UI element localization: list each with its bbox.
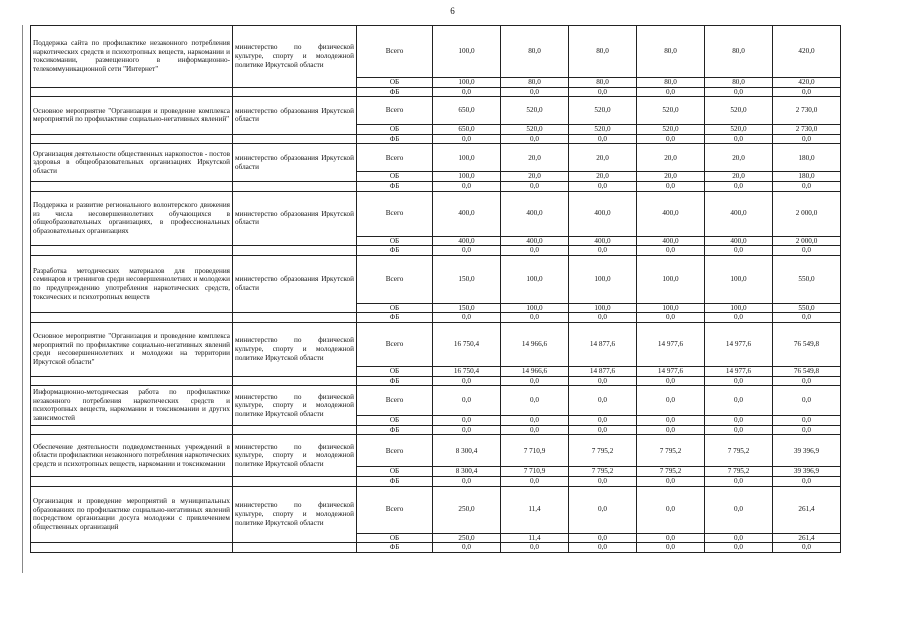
- year-value-cell: 0,0: [705, 486, 773, 533]
- funding-source-cell: Всего: [357, 144, 433, 172]
- total-value-cell: 0,0: [773, 87, 841, 97]
- total-value-cell: 0,0: [773, 543, 841, 553]
- activity-name-cell-continued: [31, 376, 233, 386]
- funding-source-cell: ФБ: [357, 543, 433, 553]
- activity-name-cell-continued: [31, 181, 233, 191]
- total-value-cell: 0,0: [773, 376, 841, 386]
- funding-source-cell: ФБ: [357, 425, 433, 435]
- page-number: 6: [450, 6, 455, 16]
- year-value-cell: 14 877,6: [569, 366, 637, 376]
- table-row: [31, 255, 841, 303]
- year-value-cell: 150,0: [433, 255, 501, 303]
- year-value-cell: 0,0: [501, 543, 569, 553]
- year-value-cell: 20,0: [569, 172, 637, 182]
- year-value-cell: 520,0: [705, 125, 773, 135]
- executor-cell: министерство по физической культуре, спорту и молодежной политике Иркутской области: [233, 26, 357, 88]
- activity-name-cell-continued: [31, 313, 233, 323]
- year-value-cell: 0,0: [433, 543, 501, 553]
- year-value-cell: 80,0: [569, 26, 637, 78]
- year-value-cell: 14 966,6: [501, 322, 569, 366]
- executor-cell-continued: [233, 425, 357, 435]
- total-value-cell: 0,0: [773, 416, 841, 426]
- year-value-cell: 520,0: [569, 125, 637, 135]
- table-row: [31, 26, 841, 78]
- year-value-cell: 100,0: [637, 255, 705, 303]
- year-value-cell: 20,0: [501, 144, 569, 172]
- year-value-cell: 0,0: [433, 181, 501, 191]
- year-value-cell: 16 750,4: [433, 322, 501, 366]
- year-value-cell: 0,0: [569, 246, 637, 256]
- year-value-cell: 0,0: [705, 543, 773, 553]
- year-value-cell: 7 710,9: [501, 435, 569, 467]
- table-row: [31, 435, 841, 467]
- year-value-cell: 0,0: [705, 181, 773, 191]
- total-value-cell: 2 730,0: [773, 125, 841, 135]
- year-value-cell: 0,0: [569, 376, 637, 386]
- year-value-cell: 150,0: [433, 303, 501, 313]
- year-value-cell: 0,0: [637, 416, 705, 426]
- total-value-cell: 420,0: [773, 78, 841, 88]
- activity-name-cell-continued: [31, 87, 233, 97]
- total-value-cell: 0,0: [773, 181, 841, 191]
- activity-name-cell-continued: [31, 476, 233, 486]
- funding-source-cell: ФБ: [357, 313, 433, 323]
- total-value-cell: 180,0: [773, 172, 841, 182]
- year-value-cell: 0,0: [637, 181, 705, 191]
- left-margin-rule: [22, 25, 23, 573]
- table-row: [31, 386, 841, 416]
- year-value-cell: 0,0: [501, 87, 569, 97]
- year-value-cell: 0,0: [637, 246, 705, 256]
- year-value-cell: 520,0: [637, 125, 705, 135]
- year-value-cell: 520,0: [569, 97, 637, 125]
- executor-cell: министерство образования Иркутской области: [233, 255, 357, 313]
- year-value-cell: 14 977,6: [637, 322, 705, 366]
- year-value-cell: 400,0: [433, 191, 501, 236]
- activity-name-cell-continued: [31, 543, 233, 553]
- total-value-cell: 0,0: [773, 313, 841, 323]
- year-value-cell: 14 977,6: [637, 366, 705, 376]
- year-value-cell: 0,0: [637, 486, 705, 533]
- year-value-cell: 100,0: [433, 172, 501, 182]
- total-value-cell: 2 730,0: [773, 97, 841, 125]
- year-value-cell: 8 300,4: [433, 435, 501, 467]
- year-value-cell: 0,0: [569, 134, 637, 144]
- total-value-cell: 2 000,0: [773, 191, 841, 236]
- table-row: [31, 246, 841, 256]
- executor-cell: министерство образования Иркутской области: [233, 144, 357, 182]
- year-value-cell: 20,0: [705, 144, 773, 172]
- funding-source-cell: Всего: [357, 191, 433, 236]
- year-value-cell: 400,0: [705, 236, 773, 246]
- total-value-cell: 0,0: [773, 476, 841, 486]
- year-value-cell: 7 795,2: [705, 467, 773, 477]
- year-value-cell: 0,0: [501, 425, 569, 435]
- year-value-cell: 400,0: [637, 236, 705, 246]
- total-value-cell: 76 549,8: [773, 366, 841, 376]
- year-value-cell: 7 795,2: [569, 435, 637, 467]
- year-value-cell: 400,0: [501, 236, 569, 246]
- year-value-cell: 0,0: [705, 134, 773, 144]
- activity-name-cell: Организация деятельности общественных наркопостов - постов здоровья в общеобразовательных организациях Иркутской области: [31, 144, 233, 182]
- table-row: [31, 181, 841, 191]
- executor-cell-continued: [233, 376, 357, 386]
- year-value-cell: 0,0: [433, 416, 501, 426]
- year-value-cell: 0,0: [637, 543, 705, 553]
- executor-cell-continued: [233, 134, 357, 144]
- total-value-cell: 261,4: [773, 486, 841, 533]
- year-value-cell: 520,0: [501, 97, 569, 125]
- activity-name-cell: Информационно-методическая работа по профилактике незаконного потребления наркотических средств и психотропных веществ, наркомании и токсикомании и других зависимостей: [31, 386, 233, 426]
- year-value-cell: 8 300,4: [433, 467, 501, 477]
- executor-cell-continued: [233, 87, 357, 97]
- year-value-cell: 0,0: [501, 386, 569, 416]
- year-value-cell: 0,0: [501, 416, 569, 426]
- year-value-cell: 80,0: [569, 78, 637, 88]
- executor-cell-continued: [233, 246, 357, 256]
- year-value-cell: 7 710,9: [501, 467, 569, 477]
- year-value-cell: 0,0: [433, 134, 501, 144]
- year-value-cell: 400,0: [637, 191, 705, 236]
- activity-name-cell-continued: [31, 246, 233, 256]
- executor-cell: министерство по физической культуре, спорту и молодежной политике Иркутской области: [233, 322, 357, 376]
- funding-source-cell: ОБ: [357, 172, 433, 182]
- year-value-cell: 520,0: [637, 97, 705, 125]
- year-value-cell: 0,0: [705, 246, 773, 256]
- funding-source-cell: Всего: [357, 386, 433, 416]
- executor-cell: министерство образования Иркутской области: [233, 191, 357, 246]
- year-value-cell: 0,0: [569, 416, 637, 426]
- year-value-cell: 20,0: [501, 172, 569, 182]
- year-value-cell: 100,0: [433, 78, 501, 88]
- year-value-cell: 0,0: [501, 476, 569, 486]
- funding-source-cell: ОБ: [357, 467, 433, 477]
- executor-cell-continued: [233, 181, 357, 191]
- year-value-cell: 100,0: [569, 255, 637, 303]
- year-value-cell: 0,0: [705, 386, 773, 416]
- funding-source-cell: Всего: [357, 486, 433, 533]
- activity-name-cell: Поддержка и развитие регионального волонтерского движения из числа несовершеннолетних обучающихся в общеобразовательных организациях, в профессиональных образовательных организациях: [31, 191, 233, 246]
- year-value-cell: 0,0: [433, 246, 501, 256]
- year-value-cell: 400,0: [569, 191, 637, 236]
- year-value-cell: 0,0: [433, 313, 501, 323]
- year-value-cell: 400,0: [433, 236, 501, 246]
- year-value-cell: 0,0: [705, 416, 773, 426]
- year-value-cell: 0,0: [569, 87, 637, 97]
- executor-cell: министерство по физической культуре, спорту и молодежной политике Иркутской области: [233, 486, 357, 543]
- table-row: [31, 313, 841, 323]
- year-value-cell: 0,0: [569, 543, 637, 553]
- year-value-cell: 0,0: [637, 313, 705, 323]
- year-value-cell: 0,0: [637, 386, 705, 416]
- year-value-cell: 0,0: [433, 425, 501, 435]
- total-value-cell: 0,0: [773, 386, 841, 416]
- activity-name-cell: Поддержка сайта по профилактике незаконного потребления наркотических средств и психотропных веществ, наркомании и токсикомании, размещенного в информационно-телекоммуникационной сети "Интернет": [31, 26, 233, 88]
- table-row: [31, 87, 841, 97]
- year-value-cell: 80,0: [501, 78, 569, 88]
- year-value-cell: 11,4: [501, 486, 569, 533]
- year-value-cell: 80,0: [637, 26, 705, 78]
- year-value-cell: 0,0: [637, 134, 705, 144]
- funding-source-cell: ФБ: [357, 376, 433, 386]
- year-value-cell: 0,0: [569, 386, 637, 416]
- total-value-cell: 0,0: [773, 134, 841, 144]
- year-value-cell: 7 795,2: [637, 467, 705, 477]
- funding-table: [30, 25, 841, 553]
- year-value-cell: 14 877,6: [569, 322, 637, 366]
- funding-source-cell: ФБ: [357, 181, 433, 191]
- year-value-cell: 100,0: [705, 303, 773, 313]
- year-value-cell: 0,0: [501, 181, 569, 191]
- total-value-cell: 0,0: [773, 246, 841, 256]
- total-value-cell: 261,4: [773, 533, 841, 543]
- activity-name-cell: Основное мероприятие "Организация и проведение комплекса мероприятий по профилактике социально-негативных явлений": [31, 97, 233, 135]
- total-value-cell: 39 396,9: [773, 435, 841, 467]
- table-row: [31, 543, 841, 553]
- year-value-cell: 0,0: [705, 376, 773, 386]
- executor-cell: министерство по физической культуре, спорту и молодежной политике Иркутской области: [233, 435, 357, 477]
- total-value-cell: 180,0: [773, 144, 841, 172]
- year-value-cell: 0,0: [637, 376, 705, 386]
- executor-cell-continued: [233, 543, 357, 553]
- year-value-cell: 20,0: [637, 172, 705, 182]
- year-value-cell: 0,0: [501, 134, 569, 144]
- year-value-cell: 650,0: [433, 125, 501, 135]
- funding-source-cell: ОБ: [357, 303, 433, 313]
- table-row: [31, 322, 841, 366]
- year-value-cell: 400,0: [501, 191, 569, 236]
- year-value-cell: 100,0: [637, 303, 705, 313]
- year-value-cell: 14 977,6: [705, 322, 773, 366]
- funding-source-cell: ФБ: [357, 134, 433, 144]
- funding-source-cell: ОБ: [357, 416, 433, 426]
- year-value-cell: 7 795,2: [637, 435, 705, 467]
- total-value-cell: 550,0: [773, 255, 841, 303]
- year-value-cell: 0,0: [501, 313, 569, 323]
- funding-source-cell: Всего: [357, 255, 433, 303]
- year-value-cell: 100,0: [501, 303, 569, 313]
- year-value-cell: 400,0: [569, 236, 637, 246]
- total-value-cell: 2 000,0: [773, 236, 841, 246]
- year-value-cell: 7 795,2: [569, 467, 637, 477]
- total-value-cell: 550,0: [773, 303, 841, 313]
- funding-source-cell: ФБ: [357, 246, 433, 256]
- year-value-cell: 0,0: [637, 533, 705, 543]
- total-value-cell: 76 549,8: [773, 322, 841, 366]
- activity-name-cell: Основное мероприятие "Организация и проведение комплекса мероприятий по профилактике социально-негативных явлений среди несовершеннолетних и молодежи на территории Иркутской области": [31, 322, 233, 376]
- year-value-cell: 0,0: [637, 87, 705, 97]
- year-value-cell: 0,0: [433, 476, 501, 486]
- year-value-cell: 250,0: [433, 486, 501, 533]
- activity-name-cell: Организация и проведение мероприятий в муниципальных образованиях по профилактике социально-негативных явлений посредством организации досуга молодежи с привлечением общественных организаций: [31, 486, 233, 543]
- total-value-cell: 0,0: [773, 425, 841, 435]
- table-row: [31, 486, 841, 533]
- funding-source-cell: Всего: [357, 435, 433, 467]
- executor-cell-continued: [233, 476, 357, 486]
- year-value-cell: 0,0: [433, 87, 501, 97]
- year-value-cell: 100,0: [569, 303, 637, 313]
- year-value-cell: 0,0: [501, 246, 569, 256]
- total-value-cell: 420,0: [773, 26, 841, 78]
- funding-table-body: [31, 26, 841, 553]
- year-value-cell: 0,0: [433, 376, 501, 386]
- year-value-cell: 0,0: [569, 425, 637, 435]
- activity-name-cell: Разработка методических материалов для проведения семинаров и тренингов среди несовершеннолетних и молодежи по предупреждению употребления наркотических средств, токсических и психотропных веществ: [31, 255, 233, 313]
- year-value-cell: 0,0: [569, 181, 637, 191]
- year-value-cell: 80,0: [705, 78, 773, 88]
- executor-cell: министерство образования Иркутской области: [233, 97, 357, 135]
- year-value-cell: 7 795,2: [705, 435, 773, 467]
- activity-name-cell-continued: [31, 425, 233, 435]
- year-value-cell: 14 977,6: [705, 366, 773, 376]
- year-value-cell: 80,0: [705, 26, 773, 78]
- table-row: [31, 376, 841, 386]
- year-value-cell: 0,0: [569, 476, 637, 486]
- funding-source-cell: ОБ: [357, 236, 433, 246]
- year-value-cell: 80,0: [501, 26, 569, 78]
- year-value-cell: 20,0: [637, 144, 705, 172]
- year-value-cell: 16 750,4: [433, 366, 501, 376]
- table-row: [31, 191, 841, 236]
- funding-source-cell: ОБ: [357, 78, 433, 88]
- year-value-cell: 520,0: [501, 125, 569, 135]
- year-value-cell: 20,0: [705, 172, 773, 182]
- year-value-cell: 0,0: [569, 533, 637, 543]
- year-value-cell: 0,0: [705, 476, 773, 486]
- year-value-cell: 80,0: [637, 78, 705, 88]
- year-value-cell: 20,0: [569, 144, 637, 172]
- executor-cell: министерство по физической культуре, спорту и молодежной политике Иркутской области: [233, 386, 357, 426]
- funding-source-cell: ОБ: [357, 366, 433, 376]
- year-value-cell: 100,0: [433, 144, 501, 172]
- table-row: [31, 134, 841, 144]
- table-row: [31, 97, 841, 125]
- funding-source-cell: Всего: [357, 97, 433, 125]
- table-row: [31, 425, 841, 435]
- year-value-cell: 520,0: [705, 97, 773, 125]
- year-value-cell: 650,0: [433, 97, 501, 125]
- funding-source-cell: ФБ: [357, 87, 433, 97]
- year-value-cell: 11,4: [501, 533, 569, 543]
- year-value-cell: 100,0: [433, 26, 501, 78]
- year-value-cell: 14 966,6: [501, 366, 569, 376]
- executor-cell-continued: [233, 313, 357, 323]
- year-value-cell: 0,0: [705, 533, 773, 543]
- year-value-cell: 250,0: [433, 533, 501, 543]
- year-value-cell: 0,0: [433, 386, 501, 416]
- activity-name-cell-continued: [31, 134, 233, 144]
- year-value-cell: 0,0: [637, 425, 705, 435]
- total-value-cell: 39 396,9: [773, 467, 841, 477]
- year-value-cell: 0,0: [705, 425, 773, 435]
- funding-source-cell: ФБ: [357, 476, 433, 486]
- year-value-cell: 0,0: [569, 313, 637, 323]
- year-value-cell: 0,0: [637, 476, 705, 486]
- year-value-cell: 100,0: [705, 255, 773, 303]
- activity-name-cell: Обеспечение деятельности подведомственных учреждений в области профилактики незаконного потребления наркотических средств и психотропных веществ, наркомании и токсикомании: [31, 435, 233, 477]
- year-value-cell: 0,0: [705, 87, 773, 97]
- table-row: [31, 144, 841, 172]
- funding-source-cell: Всего: [357, 322, 433, 366]
- year-value-cell: 0,0: [501, 376, 569, 386]
- year-value-cell: 0,0: [569, 486, 637, 533]
- funding-source-cell: Всего: [357, 26, 433, 78]
- table-row: [31, 476, 841, 486]
- year-value-cell: 100,0: [501, 255, 569, 303]
- year-value-cell: 0,0: [705, 313, 773, 323]
- funding-source-cell: ОБ: [357, 533, 433, 543]
- year-value-cell: 400,0: [705, 191, 773, 236]
- funding-source-cell: ОБ: [357, 125, 433, 135]
